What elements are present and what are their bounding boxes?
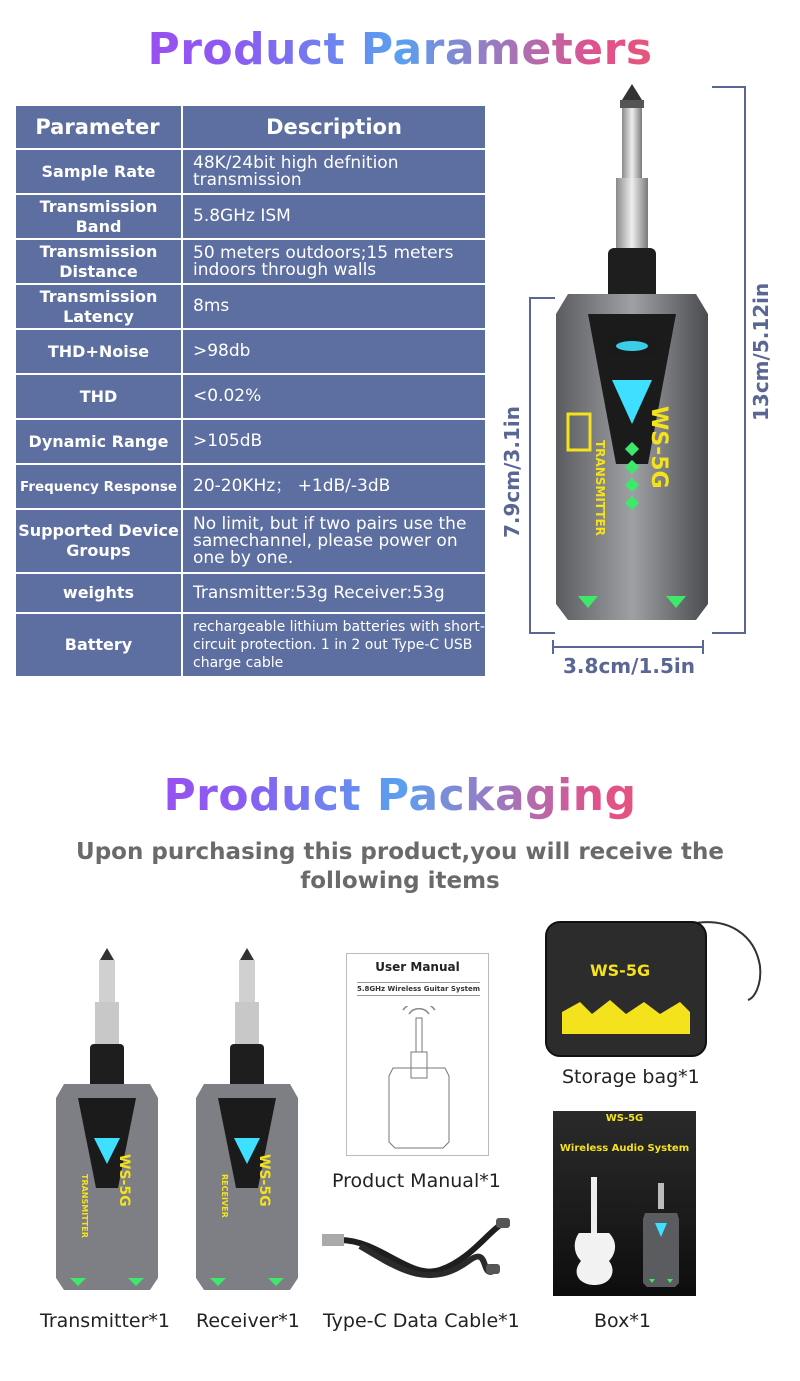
dimension-tick [712, 632, 746, 634]
transmitter-brand-label: WS-5G [646, 406, 671, 489]
transmitter-image [548, 84, 716, 644]
row-parameter: Transmission Distance [16, 240, 181, 283]
small-receiver-brand: WS-5G [256, 1154, 272, 1207]
row-description: 20-20KHz； +1dB/-3dB [183, 465, 485, 508]
row-parameter: Supported Device Groups [16, 510, 181, 572]
caption-cable: Type-C Data Cable*1 [323, 1310, 520, 1332]
row-description: <0.02% [183, 375, 485, 418]
manual-line-drawing-icon [387, 1006, 451, 1150]
dimension-tick [552, 640, 554, 654]
row-description: 50 meters outdoors;15 meters indoors through walls [183, 240, 485, 283]
dimension-line-total [744, 86, 746, 634]
row-description: 5.8GHz ISM [183, 195, 485, 238]
row-description: Transmitter:53g Receiver:53g [183, 574, 485, 612]
parameter-table [16, 106, 485, 676]
caption-transmitter: Transmitter*1 [40, 1310, 170, 1332]
box-top-brand: WS-5G [605, 1113, 644, 1124]
table-row [16, 510, 485, 572]
table-header [16, 106, 485, 148]
row-parameter: weights [16, 574, 181, 612]
table-row [16, 330, 485, 373]
caption-bag: Storage bag*1 [562, 1066, 700, 1088]
table-row [16, 375, 485, 418]
table-row [16, 150, 485, 193]
row-parameter: THD+Noise [16, 330, 181, 373]
table-row [16, 240, 485, 283]
bag-brand-label: WS-5G [590, 961, 651, 980]
dimension-total-height: 13cm/5.12in [749, 282, 773, 421]
table-row [16, 574, 485, 612]
caption-manual: Product Manual*1 [332, 1170, 501, 1192]
table-row [16, 465, 485, 508]
row-parameter: Frequency Response [16, 465, 181, 508]
box-transmitter-icon [641, 1183, 681, 1287]
user-manual-image [346, 953, 489, 1156]
row-parameter: Sample Rate [16, 150, 181, 193]
dimension-tick [529, 297, 555, 299]
dimension-line-body [529, 297, 531, 634]
transmitter-small-image [52, 948, 162, 1294]
row-parameter: Transmission Latency [16, 285, 181, 328]
dimension-tick [702, 640, 704, 654]
caption-box: Box*1 [594, 1310, 651, 1332]
transmitter-model-label: TRANSMITTER [593, 440, 607, 536]
row-description: No limit, but if two pairs use the samechannel, please power on one by one. [183, 510, 485, 572]
type-c-cable-image [320, 1210, 520, 1300]
small-transmitter-brand: WS-5G [116, 1154, 132, 1207]
dimension-tick [529, 632, 555, 634]
packaging-title: Product Packaging [0, 770, 800, 821]
row-parameter: THD [16, 375, 181, 418]
row-description: 48K/24bit high defnition transmission [183, 150, 485, 193]
dimension-tick [712, 86, 746, 88]
receiver-small-image [192, 948, 302, 1294]
packaging-subtitle: Upon purchasing this product,you will receive the following items [76, 839, 724, 894]
parameters-title: Product Parameters [0, 24, 800, 75]
row-description: rechargeable lithium batteries with short-circuit protection. 1 in 2 out Type-C USB charge cable [183, 614, 485, 676]
row-description: >105dB [183, 420, 485, 463]
small-receiver-model: RECEIVER [220, 1174, 229, 1218]
row-description: >98db [183, 330, 485, 373]
product-box-image [553, 1111, 696, 1296]
manual-subtitle: 5.8GHz Wireless Guitar System [357, 982, 480, 996]
table-row [16, 195, 485, 238]
header-description: Description [183, 106, 485, 148]
table-row [16, 285, 485, 328]
dimension-width: 3.8cm/1.5in [563, 654, 695, 678]
box-label: Wireless Audio System [559, 1143, 690, 1154]
row-description: 8ms [183, 285, 485, 328]
small-transmitter-model: TRANSMITTER [80, 1174, 89, 1238]
table-row [16, 614, 485, 676]
manual-title: User Manual [375, 960, 460, 974]
row-parameter: Dynamic Range [16, 420, 181, 463]
box-guitar-icon [565, 1177, 625, 1289]
table-row [16, 420, 485, 463]
storage-bag-image [540, 916, 770, 1062]
header-parameter: Parameter [16, 106, 181, 148]
dimension-line-width [552, 646, 704, 648]
row-parameter: Battery [16, 614, 181, 676]
caption-receiver: Receiver*1 [196, 1310, 300, 1332]
row-parameter: Transmission Band [16, 195, 181, 238]
dimension-body-height: 7.9cm/3.1in [500, 406, 524, 538]
